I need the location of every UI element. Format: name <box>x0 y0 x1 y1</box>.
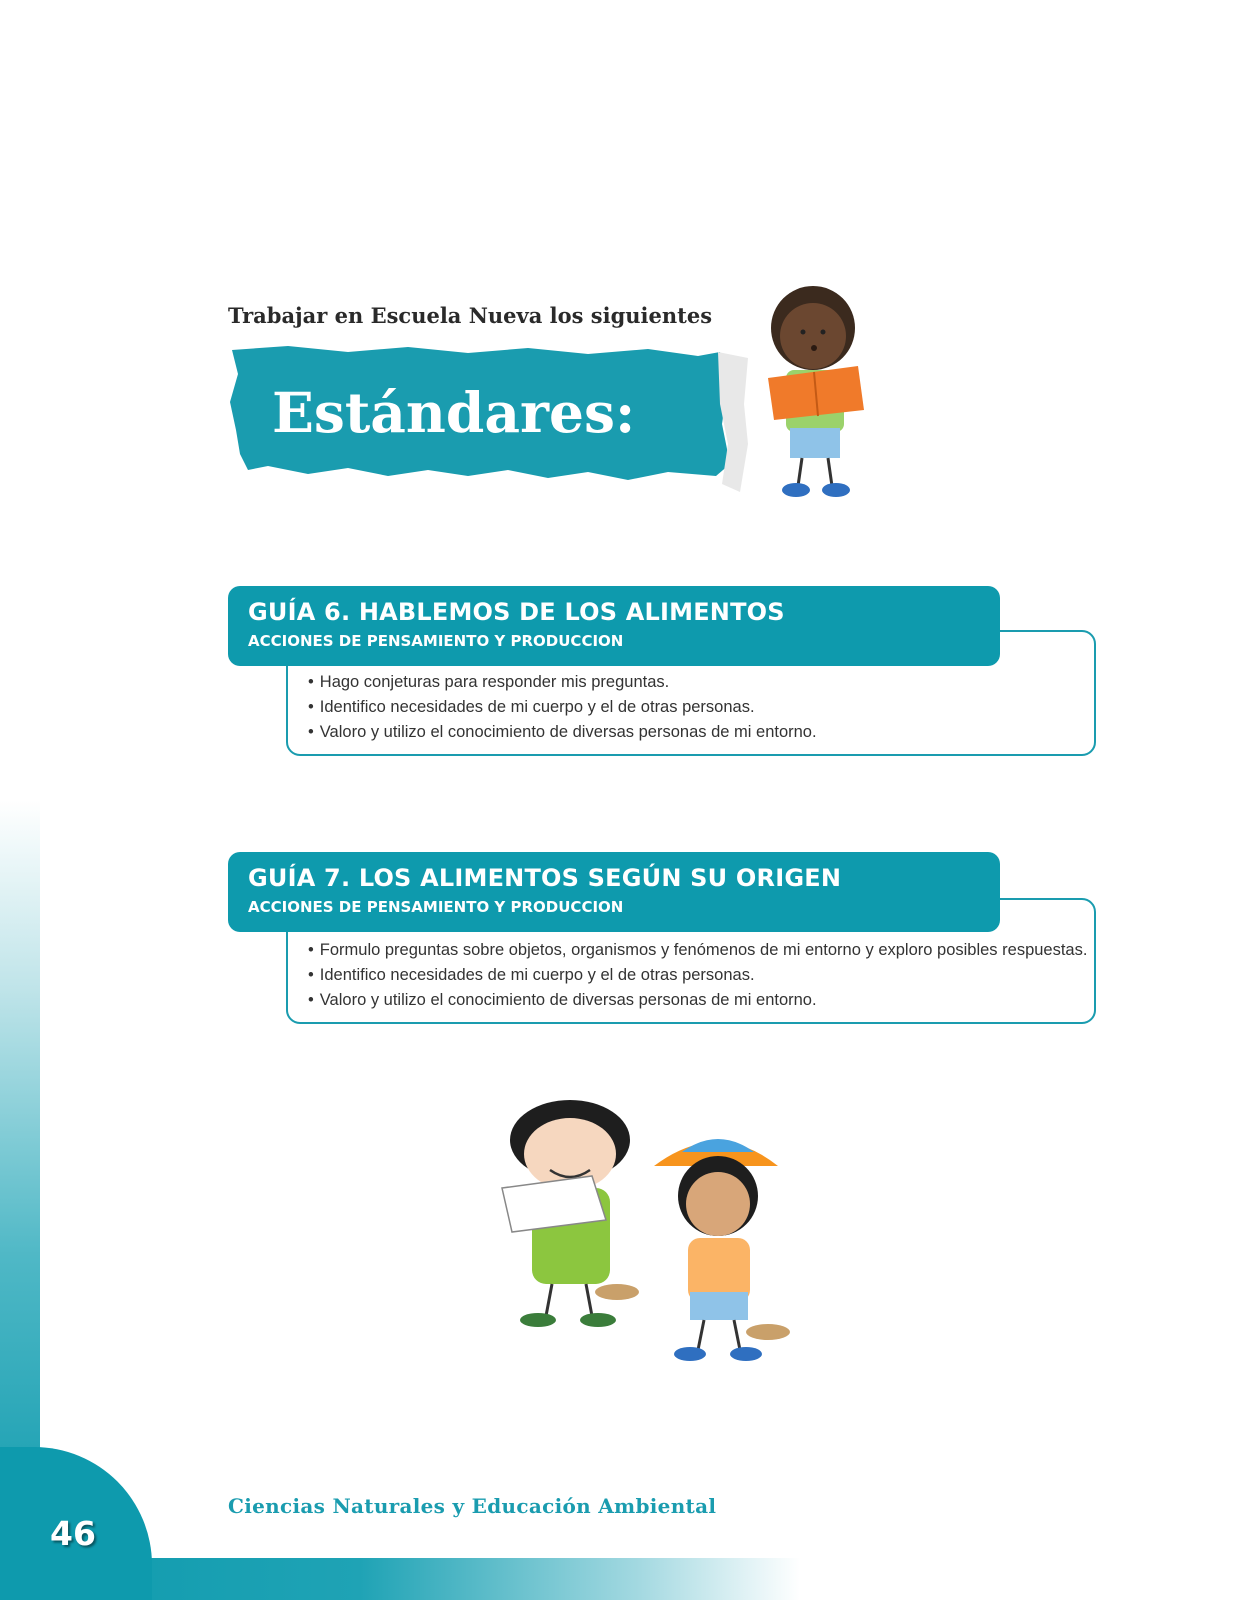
guide-6-actions <box>308 670 817 745</box>
guide-7-title: GUÍA 7. LOS ALIMENTOS SEGÚN SU ORIGEN <box>248 864 842 892</box>
boy-reading-book-illustration <box>718 278 908 508</box>
standards-intro: Trabajar en Escuela Nueva los siguientes <box>228 303 713 328</box>
children-with-paper-illustration <box>482 1092 834 1378</box>
list-item: • Identifico necesidades de mi cuerpo y el de otras personas. <box>308 963 1087 988</box>
guide-6-title: GUÍA 6. HABLEMOS DE LOS ALIMENTOS <box>248 598 785 626</box>
guide-7-actions <box>308 938 1087 1013</box>
page-number: 46 <box>50 1514 96 1553</box>
guide-7-header <box>228 852 1000 932</box>
list-item: • Formulo preguntas sobre objetos, organismos y fenómenos de mi entorno y exploro posibles respuestas. <box>308 938 1087 963</box>
list-item: • Identifico necesidades de mi cuerpo y el de otras personas. <box>308 695 817 720</box>
list-item: • Valoro y utilizo el conocimiento de diversas personas de mi entorno. <box>308 988 1087 1013</box>
standards-title: Estándares: <box>272 380 636 445</box>
list-item: • Valoro y utilizo el conocimiento de diversas personas de mi entorno. <box>308 720 817 745</box>
guide-7-subtitle: ACCIONES DE PENSAMIENTO Y PRODUCCION <box>248 898 624 916</box>
guide-6-subtitle: ACCIONES DE PENSAMIENTO Y PRODUCCION <box>248 632 624 650</box>
list-item: • Hago conjeturas para responder mis preguntas. <box>308 670 817 695</box>
left-decorative-band <box>0 800 40 1560</box>
guide-6-header <box>228 586 1000 666</box>
footer-book-title: Ciencias Naturales y Educación Ambiental <box>228 1494 717 1518</box>
